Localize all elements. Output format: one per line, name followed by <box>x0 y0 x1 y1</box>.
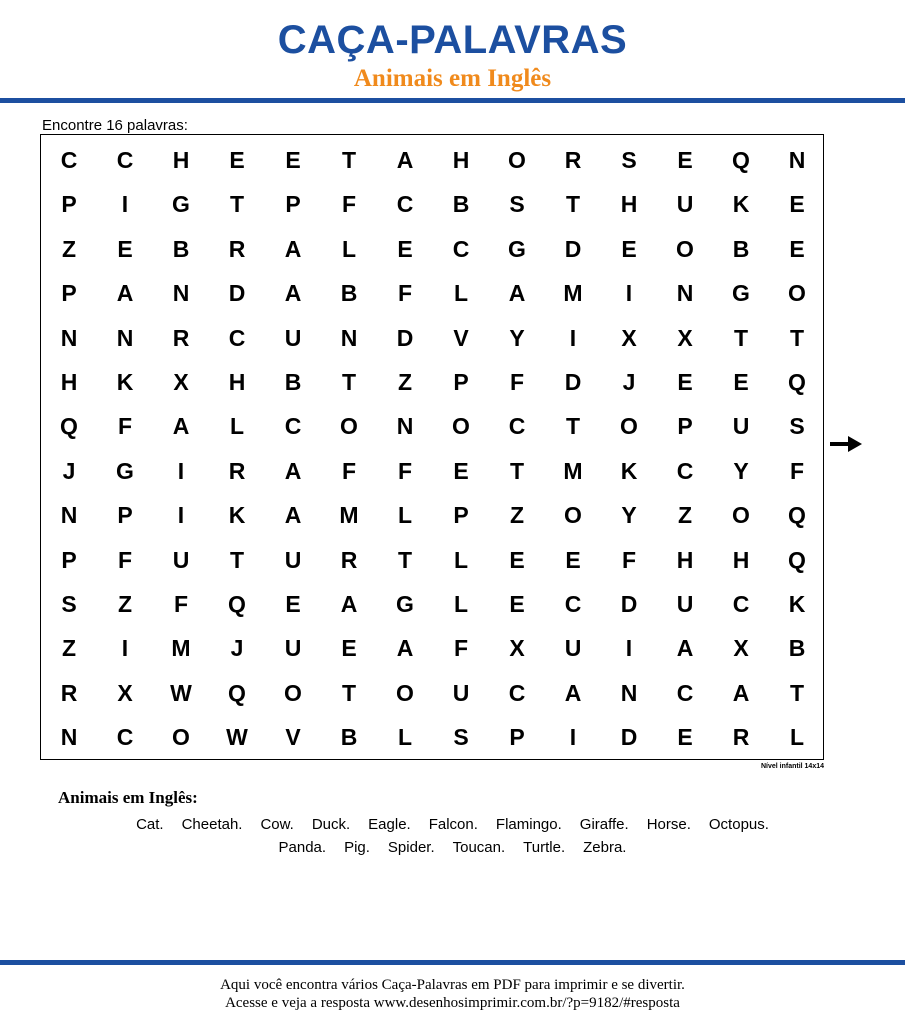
grid-letter: G <box>172 191 190 218</box>
grid-letter: L <box>341 235 357 262</box>
word-list-heading: Animais em Inglês: <box>58 788 198 807</box>
grid-letter: A <box>284 457 302 484</box>
grid-letter: I <box>121 191 129 218</box>
grid-letter: E <box>229 147 245 173</box>
grid-letter: A <box>116 280 134 307</box>
grid-letter: T <box>341 369 357 395</box>
grid-row <box>41 271 825 315</box>
grid-letter: Z <box>509 502 525 529</box>
grid-letter: E <box>509 591 525 617</box>
grid-letter: P <box>61 280 77 307</box>
grid-letter: U <box>284 324 302 351</box>
grid-letter: S <box>789 413 805 440</box>
grid-letter: K <box>732 191 750 218</box>
grid-letter: Q <box>228 679 246 706</box>
grid-letter: A <box>172 413 190 440</box>
grid-letter: Z <box>677 502 693 529</box>
grid-letter: K <box>620 457 638 484</box>
grid-letter: L <box>453 280 469 307</box>
grid-letter: R <box>172 324 190 351</box>
grid-letter: B <box>732 235 750 262</box>
grid-letter: B <box>452 191 470 218</box>
word-list-item: Pig. <box>344 839 370 856</box>
grid-letter: X <box>117 679 133 706</box>
grid-letter: S <box>509 191 525 218</box>
grid-letter: D <box>620 591 638 617</box>
grid-letter: C <box>676 679 694 706</box>
grid-letter: T <box>565 413 581 440</box>
grid-letter: A <box>284 502 302 529</box>
header-divider <box>0 98 905 103</box>
word-list-item: Cat. <box>136 816 164 833</box>
grid-letter: N <box>620 679 638 706</box>
grid-letter: D <box>396 324 414 351</box>
grid-letter: D <box>620 724 638 751</box>
grid-letter: M <box>339 502 359 529</box>
grid-letter: A <box>676 635 694 662</box>
grid-letter: F <box>621 546 637 573</box>
grid-letter: T <box>565 191 581 218</box>
grid-letter: Y <box>621 502 637 529</box>
grid-letter: I <box>177 502 185 529</box>
grid-letter: I <box>569 324 577 351</box>
grid-letter: D <box>564 235 582 262</box>
grid-letter: O <box>732 502 750 529</box>
word-list-item: Giraffe. <box>579 816 629 833</box>
grid-letter: O <box>284 679 302 706</box>
grid-letter: P <box>117 502 133 529</box>
word-list-item: Octopus. <box>708 816 769 833</box>
grid-letter: R <box>228 457 246 484</box>
word-list-item: Falcon. <box>428 816 478 833</box>
grid-letter: T <box>341 147 357 173</box>
grid-letter: E <box>285 591 301 617</box>
grid-letter: H <box>732 546 750 573</box>
grid-letter: A <box>284 235 302 262</box>
grid-letter: H <box>60 369 78 395</box>
grid-letter: B <box>788 635 806 662</box>
grid-letter: C <box>452 235 470 262</box>
grid-letter: U <box>564 635 582 662</box>
grid-letter: C <box>228 324 246 351</box>
grid-letter: H <box>228 369 246 395</box>
grid-letter: M <box>563 457 583 484</box>
grid-letter: L <box>453 546 469 573</box>
grid-letter: C <box>116 724 134 751</box>
grid-letter: C <box>116 147 134 173</box>
grid-letter: F <box>397 457 413 484</box>
grid-letter: V <box>285 724 301 751</box>
word-list-item: Duck. <box>311 816 351 833</box>
grid-letter: C <box>676 457 694 484</box>
word-list-item: Flamingo. <box>495 816 562 833</box>
grid-letter: T <box>341 679 357 706</box>
grid-letter: O <box>620 413 638 440</box>
word-search-grid <box>40 134 824 760</box>
grid-letter: T <box>789 679 805 706</box>
grid-letter: P <box>677 413 693 440</box>
grid-letter: N <box>172 280 190 307</box>
footer-link-text: Acesse e veja a resposta www.desenhosimprimir.com.br/?p=9182/#resposta <box>225 995 680 1011</box>
instruction-text: Encontre 16 palavras: <box>42 117 188 134</box>
grid-letter: E <box>789 191 805 218</box>
grid-letter: T <box>229 191 245 218</box>
grid-letter: X <box>173 369 189 395</box>
grid-letter: G <box>396 591 414 617</box>
grid-letter: E <box>677 147 693 173</box>
grid-row <box>41 715 825 759</box>
grid-letter: O <box>508 147 526 173</box>
footer-text: Aqui você encontra vários Caça-Palavras em PDF para imprimir e se divertir. <box>220 977 685 993</box>
grid-letter: J <box>622 369 636 395</box>
grid-letter: Q <box>788 546 806 573</box>
grid-row <box>41 671 825 715</box>
grid-letter: Q <box>788 502 806 529</box>
grid-letter: X <box>621 324 637 351</box>
grid-letter: T <box>789 324 805 351</box>
grid-letter: O <box>676 235 694 262</box>
grid-letter: E <box>565 546 581 573</box>
grid-letter: S <box>621 147 637 173</box>
grid-letter: E <box>677 724 693 751</box>
grid-letter: G <box>508 235 526 262</box>
grid-letter: C <box>508 413 526 440</box>
grid-letter: F <box>173 591 189 617</box>
grid-letter: N <box>116 324 134 351</box>
grid-letter: X <box>733 635 749 662</box>
grid-letter: E <box>621 235 637 262</box>
word-list-item: Eagle. <box>368 816 411 833</box>
grid-letter: U <box>676 591 694 617</box>
grid-letter: A <box>340 591 358 617</box>
grid-letter: D <box>228 280 246 307</box>
grid-letter: N <box>788 147 806 173</box>
grid-letter: F <box>789 457 805 484</box>
grid-letter: L <box>397 724 413 751</box>
grid-letter: N <box>396 413 414 440</box>
grid-letter: W <box>170 679 192 706</box>
grid-row <box>41 493 825 537</box>
grid-letter: E <box>341 635 357 662</box>
grid-letter: L <box>789 724 805 751</box>
grid-letter: H <box>172 147 190 173</box>
grid-letter: E <box>509 546 525 573</box>
grid-letter: J <box>230 635 244 662</box>
grid-row <box>41 449 825 493</box>
grid-letter: T <box>509 457 525 484</box>
grid-letter: F <box>341 191 357 218</box>
grid-letter: O <box>172 724 190 751</box>
grid-letter: L <box>397 502 413 529</box>
grid-letter: S <box>453 724 469 751</box>
word-list-item: Turtle. <box>523 839 566 856</box>
grid-letter: R <box>564 147 582 173</box>
grid-letter: U <box>732 413 750 440</box>
grid-letter: T <box>229 546 245 573</box>
grid-letter: Z <box>61 235 77 262</box>
grid-letter: W <box>226 724 248 751</box>
grid-letter: A <box>284 280 302 307</box>
grid-letter: I <box>625 635 633 662</box>
grid-letter: C <box>732 591 750 617</box>
grid-letter: H <box>620 191 638 218</box>
grid-letter: Q <box>228 591 246 617</box>
grid-letter: O <box>340 413 358 440</box>
grid-letter: F <box>453 635 469 662</box>
grid-letter: I <box>569 724 577 751</box>
grid-letter: S <box>61 591 77 617</box>
grid-letter: O <box>788 280 806 307</box>
arrow-right-icon <box>830 434 862 454</box>
grid-row <box>41 538 825 582</box>
grid-letter: N <box>60 324 78 351</box>
grid-letter: Q <box>788 369 806 395</box>
grid-letter: Z <box>61 635 77 662</box>
grid-row <box>41 138 825 182</box>
grid-letter: T <box>733 324 749 351</box>
grid-letter: B <box>340 724 358 751</box>
word-list-item: Zebra. <box>583 839 627 856</box>
grid-letter: F <box>117 413 133 440</box>
grid-letter: Y <box>733 457 749 484</box>
word-list-item: Cheetah. <box>181 816 243 833</box>
grid-letter: I <box>177 457 185 484</box>
grid-letter: A <box>732 679 750 706</box>
grid-letter: Q <box>60 413 78 440</box>
grid-letter: U <box>676 191 694 218</box>
grid-letter: K <box>116 369 134 395</box>
grid-letter: G <box>116 457 134 484</box>
grid-row <box>41 316 825 360</box>
grid-letter: X <box>677 324 693 351</box>
grid-letter: M <box>171 635 191 662</box>
grid-letter: H <box>676 546 694 573</box>
word-list-item: Horse. <box>646 816 691 833</box>
grid-letter: A <box>564 679 582 706</box>
grid-letter: M <box>563 280 583 307</box>
grid-letter: E <box>285 147 301 173</box>
grid-letter: L <box>453 591 469 617</box>
grid-letter: C <box>508 679 526 706</box>
grid-letter: A <box>396 635 414 662</box>
grid-letter: P <box>61 546 77 573</box>
grid-letter: E <box>453 457 469 484</box>
word-list-item: Spider. <box>387 839 435 856</box>
grid-letter: P <box>453 502 469 529</box>
grid-letter: F <box>341 457 357 484</box>
grid-letter: N <box>676 280 694 307</box>
grid-letter: F <box>397 280 413 307</box>
grid-letter: Z <box>397 369 413 395</box>
grid-letter: C <box>284 413 302 440</box>
grid-letter: O <box>396 679 414 706</box>
grid-letter: U <box>284 635 302 662</box>
grid-row <box>41 182 825 226</box>
grid-letter: K <box>228 502 246 529</box>
grid-letter: I <box>121 635 129 662</box>
grid-letter: F <box>117 546 133 573</box>
grid-letter: N <box>340 324 358 351</box>
grid-letter: J <box>62 457 76 484</box>
grid-row <box>41 582 825 626</box>
grid-letter: N <box>60 724 78 751</box>
grid-letter: C <box>396 191 414 218</box>
grid-letter: T <box>397 546 413 573</box>
word-list-item: Panda. <box>278 839 327 856</box>
word-list-item: Cow. <box>260 816 294 833</box>
grid-letter: P <box>453 369 469 395</box>
grid-letter: B <box>172 235 190 262</box>
grid-letter: U <box>452 679 470 706</box>
page-subtitle: Animais em Inglês <box>353 65 552 92</box>
grid-letter: C <box>60 147 78 173</box>
word-list-item: Toucan. <box>452 839 506 856</box>
word-list-line-1 <box>0 816 905 834</box>
grid-letter: O <box>564 502 582 529</box>
grid-letter: Z <box>117 591 133 617</box>
grid-letter: F <box>509 369 525 395</box>
grid-row <box>41 626 825 670</box>
grid-letter: K <box>788 591 806 617</box>
grid-letter: E <box>789 235 805 262</box>
level-label: Nível infantil 14x14 <box>760 763 824 770</box>
grid-letter: C <box>564 591 582 617</box>
page-title: CAÇA-PALAVRAS <box>277 18 628 62</box>
grid-row <box>41 404 825 448</box>
grid-letter: I <box>625 280 633 307</box>
grid-letter: B <box>284 369 302 395</box>
grid-letter: B <box>340 280 358 307</box>
grid-letter: O <box>452 413 470 440</box>
grid-row <box>41 227 825 271</box>
grid-letter: A <box>508 280 526 307</box>
grid-letter: E <box>397 235 413 262</box>
grid-letter: R <box>340 546 358 573</box>
grid-letter: R <box>228 235 246 262</box>
grid-letter: D <box>564 369 582 395</box>
grid-letter: R <box>60 679 78 706</box>
footer-divider <box>0 960 905 965</box>
grid-letter: Q <box>732 147 750 173</box>
grid-row <box>41 360 825 404</box>
grid-letter: X <box>509 635 525 662</box>
grid-letter: L <box>229 413 245 440</box>
grid-letter: N <box>60 502 78 529</box>
grid-letter: V <box>453 324 469 351</box>
grid-letter: A <box>396 147 414 173</box>
grid-letter: E <box>733 369 749 395</box>
word-list-line-2 <box>0 839 905 857</box>
grid-letter: U <box>284 546 302 573</box>
grid-letter: P <box>285 191 301 218</box>
grid-letter: Y <box>509 324 525 351</box>
grid-letter: P <box>509 724 525 751</box>
grid-letter: E <box>117 235 133 262</box>
grid-letter: G <box>732 280 750 307</box>
grid-letter: R <box>732 724 750 751</box>
grid-letter: H <box>452 147 470 173</box>
grid-letter: U <box>172 546 190 573</box>
grid-letter: E <box>677 369 693 395</box>
grid-letter: P <box>61 191 77 218</box>
